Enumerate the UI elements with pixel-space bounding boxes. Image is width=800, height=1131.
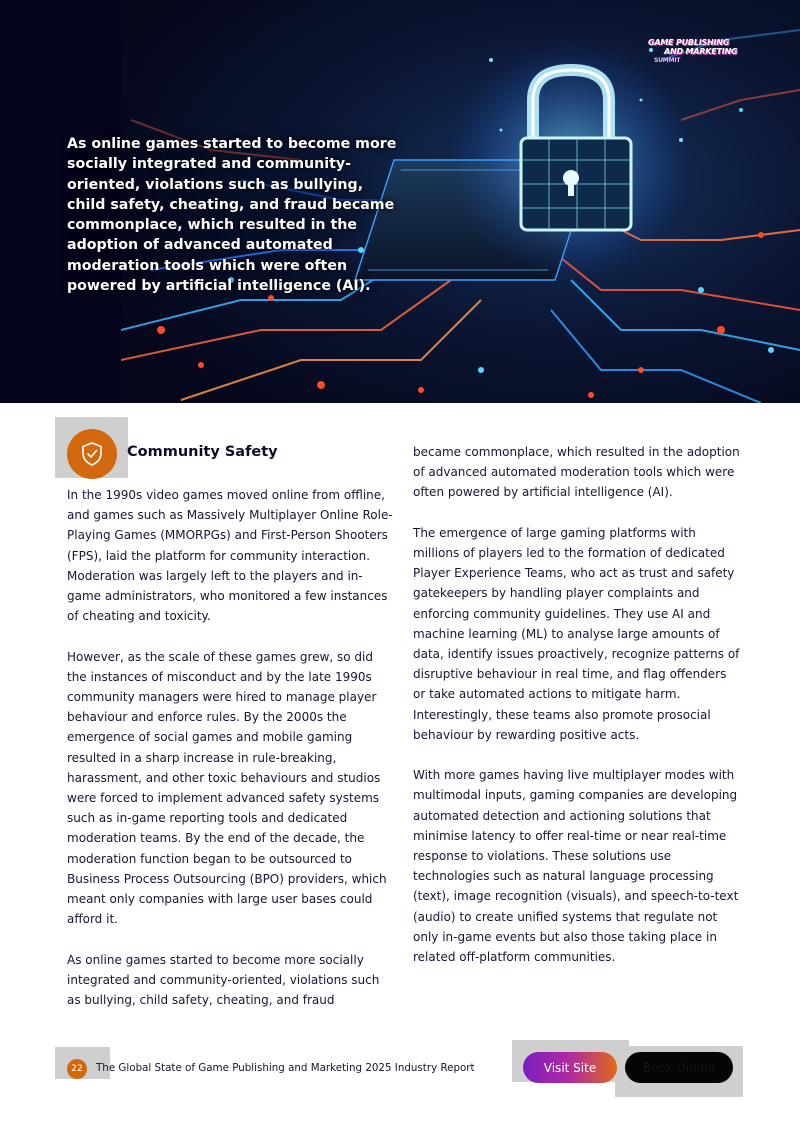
- body-paragraph: In the 1990s video games moved online from offline, and games such as Massively Multiplayer Online Role-Playing Games (MMORPGs) and First-Person Shooters (FPS), laid the platform for community interaction. Moderation was largely left to the players and in-game administrators, who monitored a few instances of cheating and toxicity.: [67, 488, 393, 624]
- body-paragraph: As online games started to become more socially integrated and community-oriented, violations such as bullying, child safety, cheating, and fraud: [67, 952, 380, 1008]
- section-title: Community Safety: [127, 444, 278, 460]
- page-number-badge: 22: [67, 1059, 87, 1079]
- body-paragraph: The emergence of large gaming platforms with millions of players led to the formation of dedicated Player Experience Teams, who act as trust and safety gatekeepers by handling player complaints and enforcing community guidelines. They use AI and machine learning (ML) to analyse large amounts of data, identify issues proactively, recognize patterns of disruptive behaviour in real time, and flag offenders or take automated actions to mitigate harm. Interestingly, these teams also promote prosocial behaviour by rewarding positive acts.: [413, 525, 740, 742]
- section-icon-badge: [67, 429, 117, 479]
- logo-line-1: GAME PUBLISHING: [648, 38, 730, 47]
- body-paragraph: With more games having live multiplayer modes with multimodal inputs, gaming companies are developing automated detection and actioning solutions that minimise latency to offer real-time or near real-time response to violations. These solutions use technologies such as natural language processing (text), image recognition (visuals), and speech-to-text (audio) to create unified systems that regulate not only in-game events but also those taking place in related off-platform communities.: [413, 768, 739, 965]
- right-column: [413, 442, 741, 987]
- report-title: The Global State of Game Publishing and Marketing 2025 Industry Report: [96, 1062, 475, 1074]
- book-online-button[interactable]: Book Online: [625, 1052, 733, 1083]
- logo-line-3: SUMMIT: [654, 57, 681, 64]
- left-column: [67, 485, 393, 1030]
- body-paragraph: became commonplace, which resulted in the adoption of advanced automated moderation tools which were often powered by artificial intelligence (AI).: [413, 445, 740, 500]
- logo-line-2: AND MARKETING: [664, 47, 738, 56]
- hero-banner: [0, 0, 800, 403]
- summit-logo[interactable]: [648, 38, 744, 65]
- hero-pull-quote: As online games started to become more socially integrated and community-oriented, violations such as bullying, child safety, cheating, and fraud became commonplace, which resulted in the adoption of advanced automated moderation tools which were often powered by artificial intelligence (AI).: [67, 136, 397, 295]
- visit-site-button[interactable]: Visit Site: [523, 1052, 617, 1083]
- shield-check-icon: [80, 441, 104, 467]
- body-paragraph: However, as the scale of these games grew, so did the instances of misconduct and by the late 1990s community managers were hired to manage player behaviour and enforce rules. By the 2000s the emergence of social games and mobile gaming resulted in a sharp increase in rule-breaking, harassment, and other toxic behaviours and studios were forced to implement advanced safety systems such as in-game reporting tools and dedicated moderation teams. By the end of the decade, the moderation function began to be outsourced to Business Process Outsourcing (BPO) providers, which meant only companies with large user bases could afford it.: [67, 649, 387, 927]
